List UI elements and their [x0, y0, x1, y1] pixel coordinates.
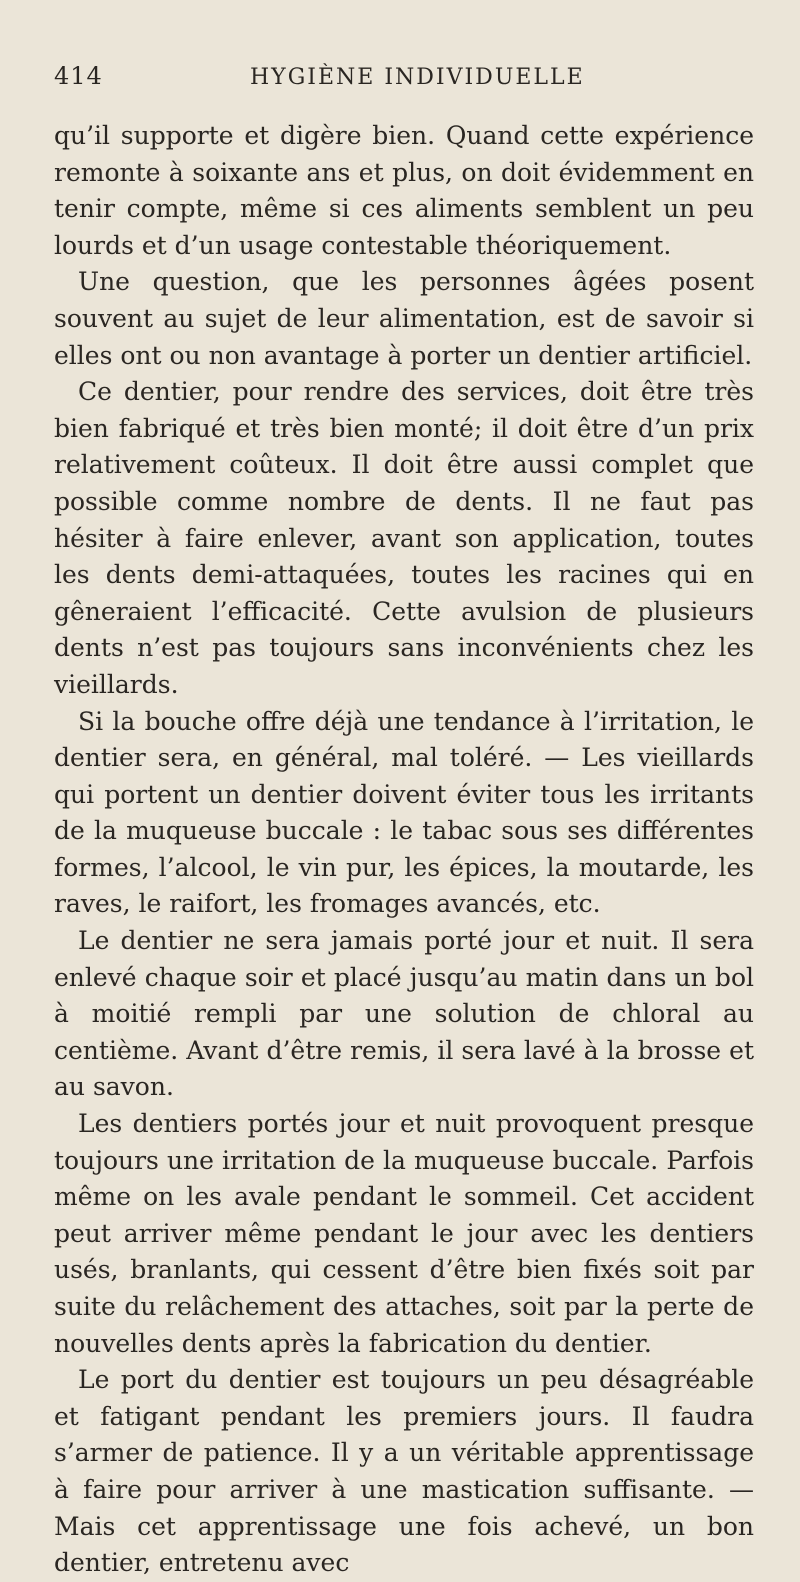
running-head: HYGIÈNE INDIVIDUELLE — [250, 65, 585, 90]
page-number: 414 — [54, 62, 103, 90]
paragraph-5: Le dentier ne sera jamais porté jour et nuit. Il sera enlevé chaque soir et placé jusqu’au matin dans un bol à moitié rempli par une solution de chloral au centième. Avant d’être remis, il sera lavé à la brosse et au savon. — [54, 926, 754, 1102]
paragraph-6: Les dentiers portés jour et nuit provoquent presque toujours une irritation de la muqueuse buccale. Parfois même on les avale pendant le sommeil. Cet accident peut arriver même pendant le jour avec les dentiers usés, branlants, qui cessent d’être bien fixés soit par suite du relâchement des attaches, soit par la perte de nouvelles dents après la fabrication du dentier. — [54, 1109, 754, 1358]
page-body — [54, 118, 754, 1582]
page-header — [54, 62, 754, 108]
paragraph-4: Si la bouche offre déjà une tendance à l’irritation, le dentier sera, en général, mal toléré. — Les vieillards qui portent un dentier doivent éviter tous les irritants de la muqueuse buccale : le tabac sous ses différentes formes, l’alcool, le vin pur, les épices, la moutarde, les raves, le raifort, les fromages avancés, etc. — [54, 706, 754, 919]
paragraph-3: Ce dentier, pour rendre des services, doit être très bien fabriqué et très bien monté; il doit être d’un prix relativement coûteux. Il doit être aussi complet que possible comme nombre de dents. Il ne faut pas hésiter à faire enlever, avant son application, toutes les dents demi-attaquées, toutes les racines qui en gêneraient l’efficacité. Cette avulsion de plusieurs dents n’est pas toujours sans inconvénients chez les vieillards. — [54, 377, 754, 699]
paragraph-2: Une question, que les personnes âgées posent souvent au sujet de leur alimentation, est de savoir si elles ont ou non avantage à porter un dentier artificiel. — [54, 267, 754, 370]
paragraph-1: qu’il supporte et digère bien. Quand cette expérience remonte à soixante ans et plus, on doit évidemment en tenir compte, même si ces aliments semblent un peu lourds et d’un usage contestable théoriquement. — [54, 121, 754, 260]
paragraph-7: Le port du dentier est toujours un peu désagréable et fatigant pendant les premiers jours. Il faudra s’armer de patience. Il y a un véritable apprentissage à faire pour arriver à une mastication suffisante. — Mais cet apprentissage une fois achevé, un bon dentier, entretenu avec — [54, 1365, 754, 1578]
